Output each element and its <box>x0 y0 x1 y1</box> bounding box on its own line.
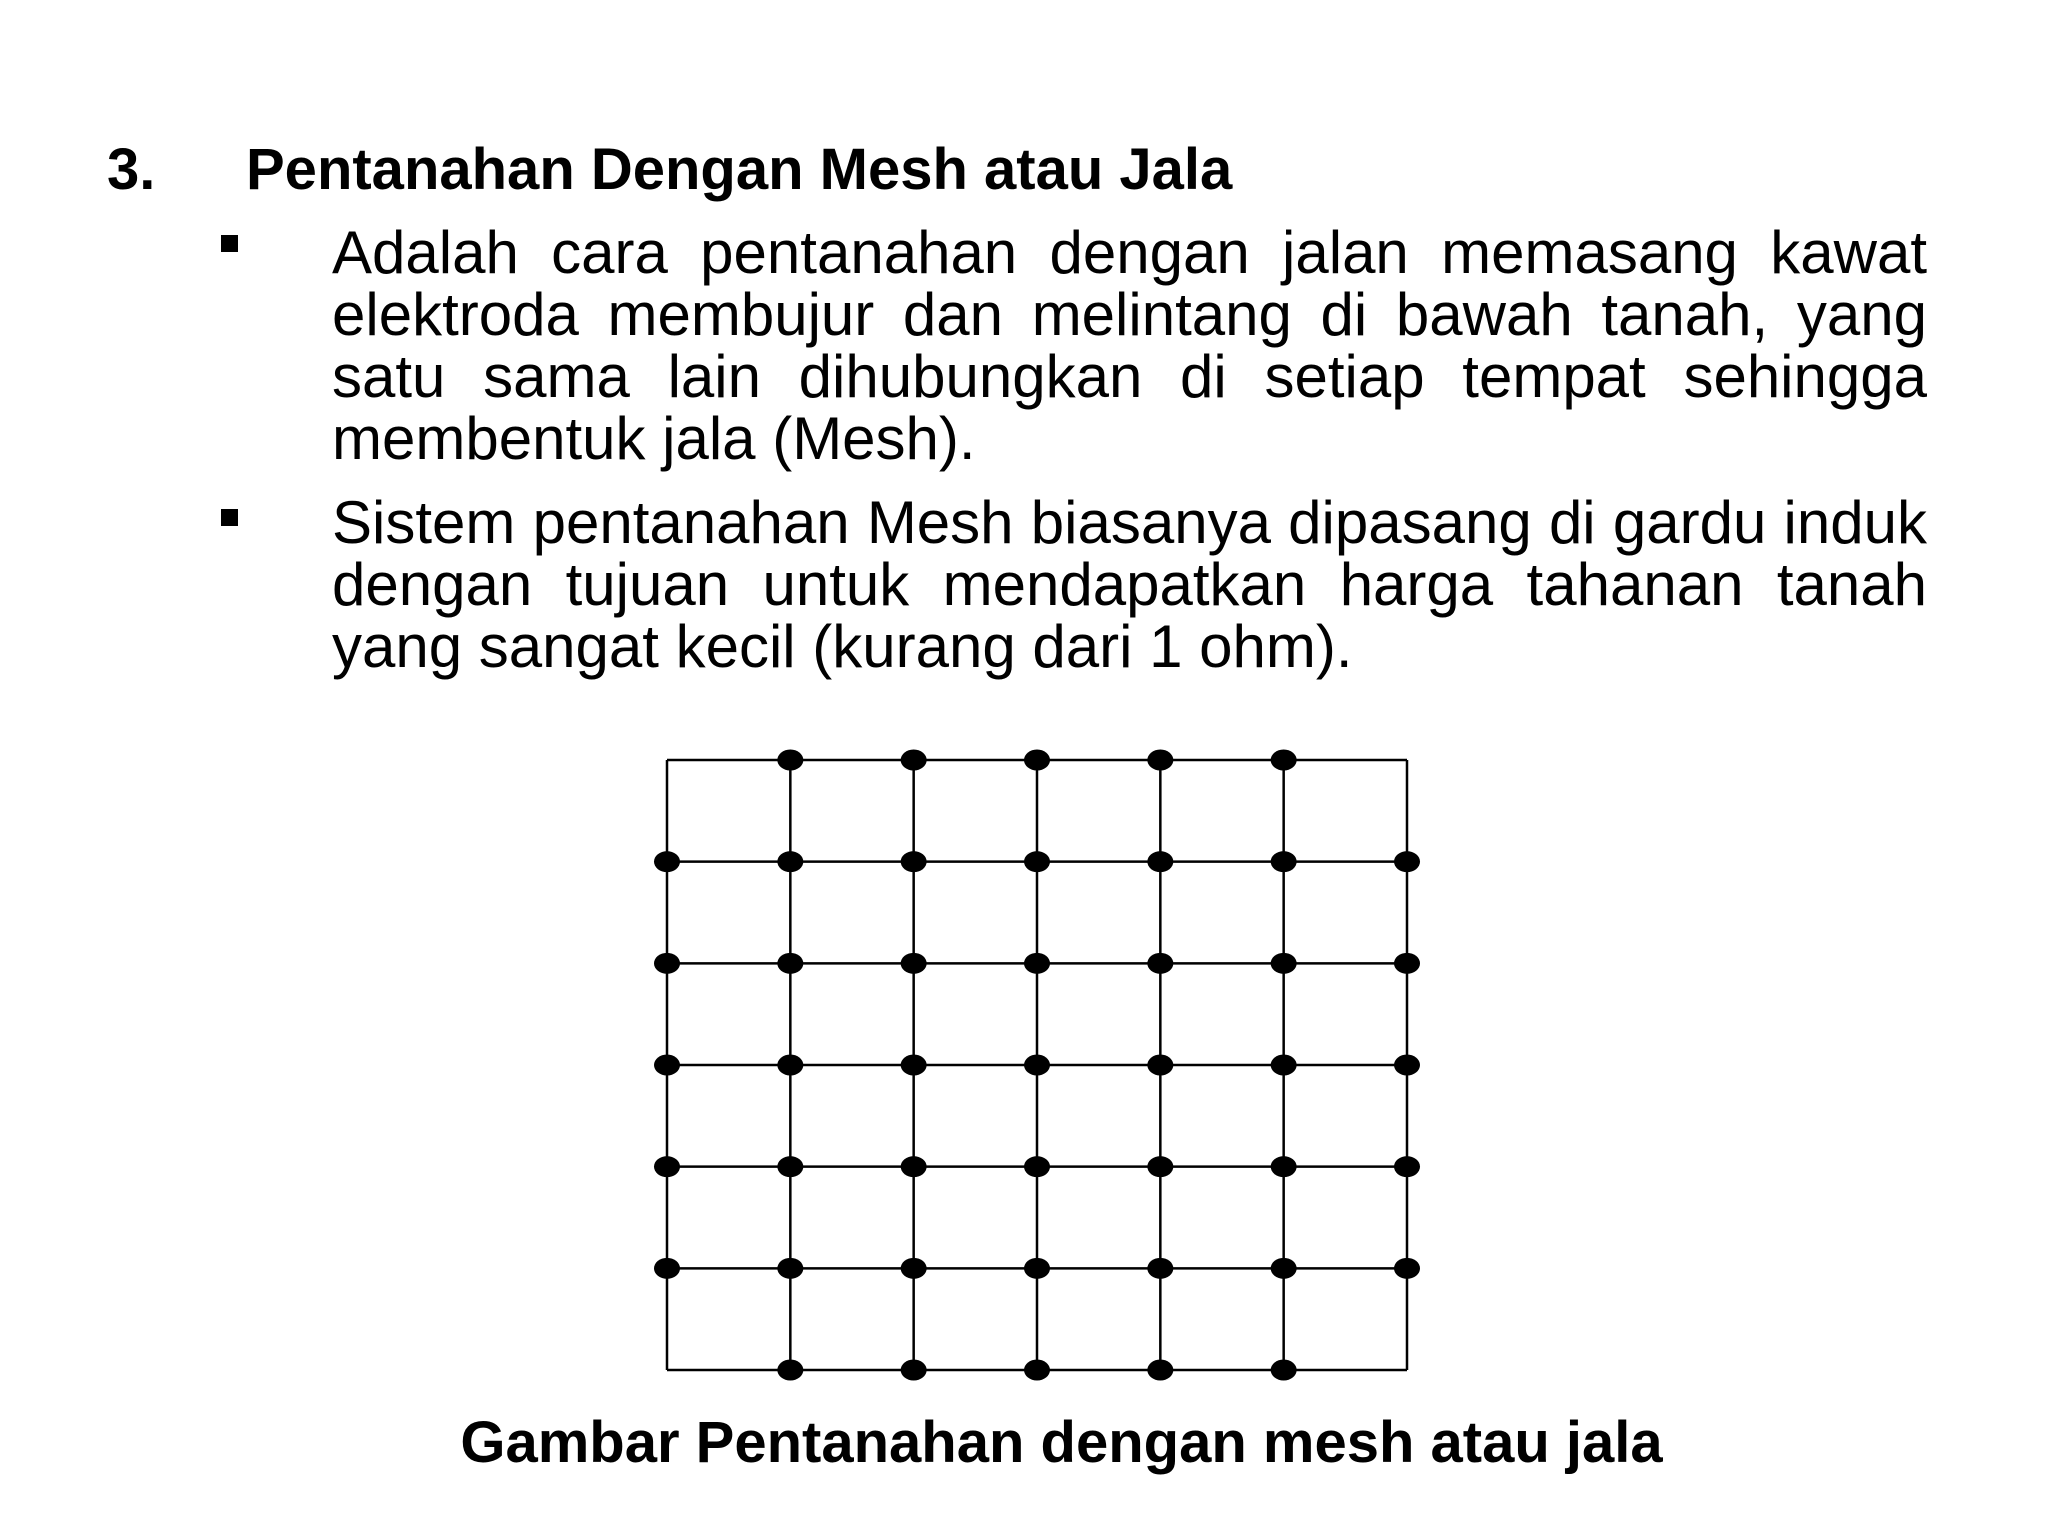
mesh-junction-node <box>1394 1055 1420 1076</box>
mesh-junction-node <box>1271 750 1297 771</box>
mesh-junction-node <box>1271 953 1297 974</box>
heading-number: 3. <box>107 137 156 202</box>
mesh-junction-node <box>1394 953 1420 974</box>
mesh-junction-node <box>777 1360 803 1381</box>
bullet-marker-1 <box>221 235 238 252</box>
mesh-junction-node <box>1147 1258 1173 1279</box>
mesh-junction-node <box>777 1156 803 1177</box>
mesh-junction-node <box>777 851 803 872</box>
mesh-junction-node <box>1147 953 1173 974</box>
mesh-junction-node <box>1394 1258 1420 1279</box>
mesh-junction-node <box>1394 1156 1420 1177</box>
figure-caption: Gambar Pentanahan dengan mesh atau jala <box>460 1410 1663 1475</box>
mesh-junction-node <box>901 851 927 872</box>
mesh-junction-node <box>1024 953 1050 974</box>
mesh-junction-node <box>1271 1258 1297 1279</box>
mesh-junction-node <box>1147 1156 1173 1177</box>
mesh-junction-node <box>1024 750 1050 771</box>
mesh-junction-node <box>1147 1360 1173 1381</box>
heading-title: Pentanahan Dengan Mesh atau Jala <box>246 137 1233 202</box>
mesh-junction-node <box>1271 1360 1297 1381</box>
mesh-junction-node <box>1271 851 1297 872</box>
mesh-junction-node <box>1394 851 1420 872</box>
mesh-junction-node <box>901 1258 927 1279</box>
mesh-junction-node <box>777 750 803 771</box>
mesh-junction-node <box>901 750 927 771</box>
mesh-junction-node <box>1147 851 1173 872</box>
mesh-junction-node <box>654 1055 680 1076</box>
bullet-paragraph-2: Sistem pentanahan Mesh biasanya dipasang di gardu induk dengan tujuan untuk mendapatkan harga tahanan tanah yang sangat kecil (kurang dari 1 ohm). <box>332 489 1927 680</box>
mesh-junction-node <box>1271 1156 1297 1177</box>
mesh-junction-node <box>901 1156 927 1177</box>
mesh-grid-diagram <box>640 730 1440 1390</box>
mesh-junction-node <box>901 1360 927 1381</box>
mesh-junction-node <box>777 1055 803 1076</box>
mesh-junction-node <box>901 953 927 974</box>
mesh-junction-node <box>1147 750 1173 771</box>
mesh-junction-node <box>1024 1258 1050 1279</box>
mesh-junction-node <box>1024 851 1050 872</box>
mesh-junction-node <box>1024 1055 1050 1076</box>
mesh-junction-node <box>654 1258 680 1279</box>
mesh-junction-node <box>901 1055 927 1076</box>
mesh-junction-node <box>1024 1156 1050 1177</box>
mesh-junction-node <box>654 953 680 974</box>
mesh-junction-node <box>1024 1360 1050 1381</box>
mesh-junction-node <box>777 1258 803 1279</box>
mesh-junction-node <box>777 953 803 974</box>
mesh-junction-node <box>1147 1055 1173 1076</box>
bullet-paragraph-1: Adalah cara pentanahan dengan jalan memasang kawat elektroda membujur dan melintang di bawah tanah, yang satu sama lain dihubungkan di setiap tempat sehingga membentuk jala (Mesh). <box>332 219 1927 472</box>
bullet-marker-2 <box>221 509 238 526</box>
mesh-junction-node <box>1271 1055 1297 1076</box>
mesh-junction-node <box>654 851 680 872</box>
mesh-junction-node <box>654 1156 680 1177</box>
